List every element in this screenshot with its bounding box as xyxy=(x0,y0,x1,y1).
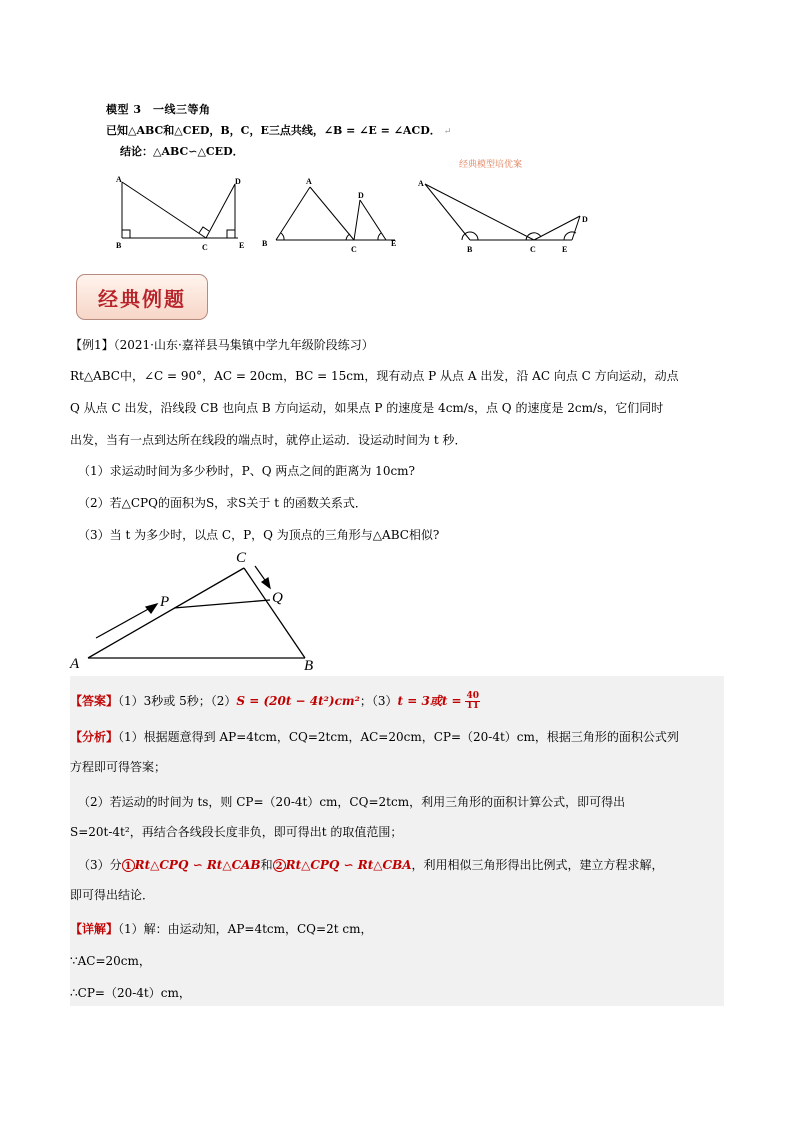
fig2-label-a: A xyxy=(306,177,312,186)
model-heading: 模型 3 一线三等角 xyxy=(106,103,211,116)
fig2-label-e: E xyxy=(391,239,397,248)
fig2-label-c: C xyxy=(351,245,357,254)
model-figures xyxy=(110,170,610,260)
figure-acute-angle xyxy=(276,187,395,240)
watermark: 经典模型培优案 xyxy=(459,160,523,170)
fig1-label-d: D xyxy=(235,177,241,186)
detail-line-2: ∵AC=20cm， xyxy=(70,954,151,968)
analysis-line-3: （2）若运动的时间为 ts，则 CP=（20-4t）cm，CQ=2tcm，利用三角形的面积计算公式，即可得出 xyxy=(78,795,626,809)
fig1-label-c: C xyxy=(202,243,208,252)
fig3-label-b: B xyxy=(467,245,473,254)
label-a: A xyxy=(70,656,80,672)
section-badge xyxy=(76,274,208,320)
fig1-label-a: A xyxy=(116,175,122,184)
model-given: 已知△ABC和△CED，B，C，E三点共线，∠B = ∠E = ∠ACD． ↵ xyxy=(106,124,452,137)
fig2-label-d: D xyxy=(358,191,364,200)
arrow-ap xyxy=(96,604,157,638)
analysis-line-4: S=20t-4t²，再结合各线段长度非负，即可得出t 的取值范围； xyxy=(70,825,403,839)
analysis-line-6: 即可得出结论． xyxy=(70,888,155,902)
question-2: （2）若△CPQ的面积为S，求S关于 t 的函数关系式． xyxy=(78,496,367,510)
example-paragraph-line-1: Rt△ABC中，∠C = 90°，AC = 20cm，BC = 15cm，现有动点 P 从点 A 出发，沿 AC 向点 C 方向运动，动点 xyxy=(70,369,679,383)
example-paragraph-line-2: Q 从点 C 出发，沿线段 CB 也向点 B 方向运动，如果点 P 的速度是 4cm/s，点 Q 的速度是 2cm/s，它们同时 xyxy=(70,401,664,415)
solution-box xyxy=(70,676,724,1006)
detail-line-3: ∴CP=（20-4t）cm， xyxy=(70,986,191,1000)
analysis-line-5: （3）分 1 Rt△CPQ ∽ Rt△CAB和 2 Rt△CPQ ∽ Rt△CBA，利用相似三角形得出比例式，建立方程求解， xyxy=(78,858,664,872)
analysis-line-2: 方程即可得答案； xyxy=(70,760,167,774)
example-figure xyxy=(62,546,332,674)
question-1: （1）求运动时间为多少秒时，P、Q 两点之间的距离为 10cm? xyxy=(78,464,415,478)
fig3-label-e: E xyxy=(562,245,568,254)
answer-line: 【答案】（1）3秒或 5秒；（2）S = (20t − 4t²)cm²；（3）t = 3或t = $\frac{40}{11}$ xyxy=(70,691,479,711)
fig3-label-d: D xyxy=(582,215,588,224)
model-conclusion: 结论：△ABC∽△CED． xyxy=(120,145,244,158)
analysis-line-1: 【分析】（1）根据题意得到 AP=4tcm，CQ=2tcm，AC=20cm，CP=（20-4t）cm，根据三角形的面积公式列 xyxy=(70,730,679,744)
label-p: P xyxy=(160,594,170,610)
fig1-label-e: E xyxy=(239,241,245,250)
fig1-label-b: B xyxy=(116,241,122,250)
example-paragraph-line-3: 出发，当有一点到达所在线段的端点时，就停止运动．设运动时间为 t 秒． xyxy=(70,433,467,447)
figure-obtuse-angle xyxy=(425,184,580,240)
circle-number-1: 1 xyxy=(122,859,135,872)
label-q: Q xyxy=(272,590,283,606)
label-b: B xyxy=(304,658,314,674)
detail-line-1: 【详解】（1）解：由运动知，AP=4tcm，CQ=2t cm， xyxy=(70,922,373,936)
label-c: C xyxy=(236,550,247,566)
circle-number-2: 2 xyxy=(273,859,286,872)
figure-right-angle xyxy=(122,182,238,238)
section-title: 经典例题 xyxy=(98,286,186,311)
question-3: （3）当 t 为多少时，以点 C，P，Q 为顶点的三角形与△ABC相似? xyxy=(78,528,440,542)
fig3-label-c: C xyxy=(530,245,536,254)
answer-fraction: $\frac{40}{11}$ xyxy=(466,691,479,711)
fig2-label-b: B xyxy=(262,239,268,248)
example-header: 【例1】（2021·山东·嘉祥县马集镇中学九年级阶段练习） xyxy=(70,338,374,352)
fig3-label-a: A xyxy=(418,179,424,188)
arrow-cq xyxy=(255,566,270,588)
